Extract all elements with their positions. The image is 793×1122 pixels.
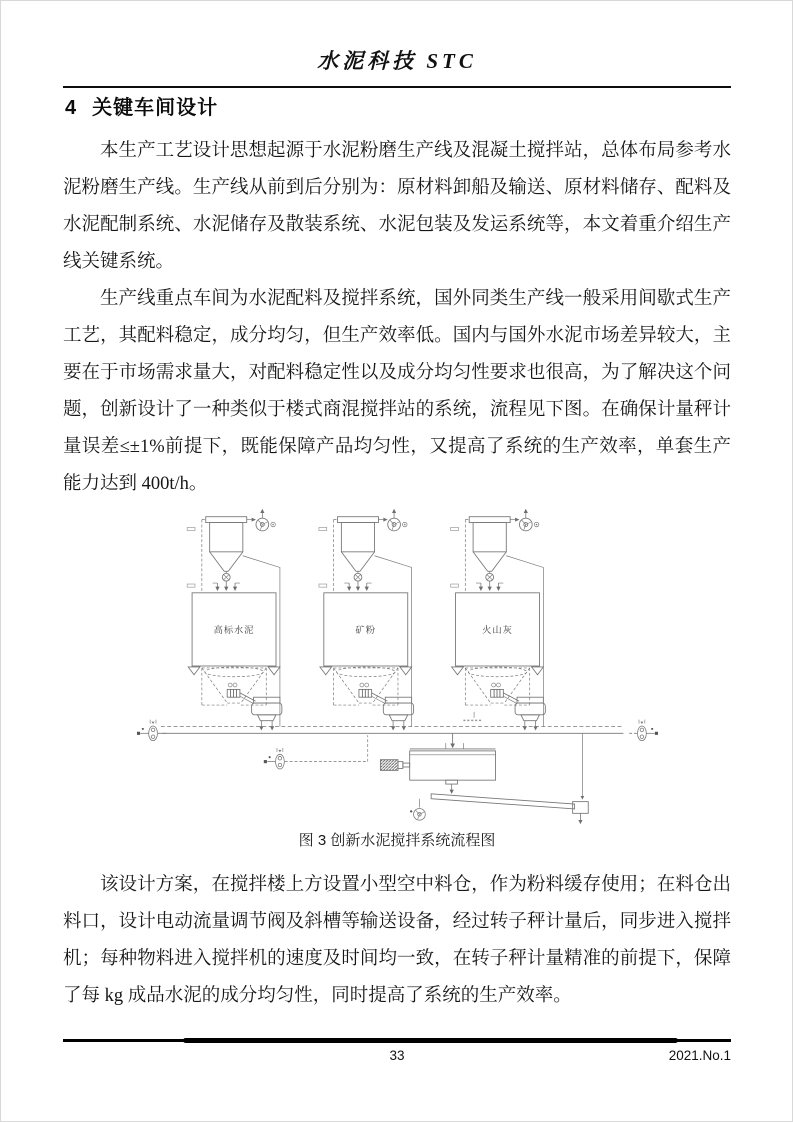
discharge-slide-symbol [419, 733, 588, 823]
header-rule [63, 86, 731, 88]
silo-unit-1 [187, 510, 282, 730]
figure-3 [63, 505, 731, 851]
paragraph-3: 该设计方案，在搅拌楼上方设置小型空中料仓，作为粉料缓存使用；在料仓出料口，设计电动流量调节阀及斜槽等输送设备，经过转子秤计量后，同步进入搅拌机；每种物料进入搅拌机的速度及时间均一致，在转子秤计量精准的前提下，保障了每 kg 成品水泥的成分均匀性，同时提高了系统的生产效率。 [63, 875, 731, 1006]
paragraph-2: 生产线重点车间为水泥配料及搅拌系统，国外同类生产线一般采用间歇式生产工艺，其配料稳定，成分均匀，但生产效率低。国内与国外水泥市场差异较大，主要在于市场需求量大，对配料稳定性以及成分均匀性要求也很高，为了解决这个问题，创新设计了一种类似于楼式商混搅拌站的系统，流程见下图。在确保计量秤计量误差≤±1%前提下，既能保障产品均匀性，又提高了系统的生产效率，单套生产能力达到 400t/h。 [63, 289, 731, 494]
footer-rule-accent [183, 1038, 677, 1043]
figure-caption: 图 3 创新水泥搅拌系统流程图 [298, 832, 496, 849]
silo-unit-3 [451, 510, 546, 730]
footer-spacer [63, 1047, 286, 1065]
dust-fan-icon [410, 808, 425, 820]
journal-title: 水泥科技 STC [317, 49, 477, 73]
roots-blower-mid-icon [264, 748, 295, 769]
footer-row [63, 1047, 731, 1065]
section-title: 关键车间设计 [92, 97, 219, 119]
flow-diagram [127, 505, 667, 827]
page-footer [63, 1039, 731, 1065]
issue-number: 2021.No.1 [668, 1047, 732, 1063]
mixer-symbol [380, 743, 495, 793]
paragraph-1: 本生产工艺设计思想起源于水泥粉磨生产线及混凝土搅拌站，总体布局参考水泥粉磨生产线。生产线从前到后分别为：原材料卸船及输送、原材料储存、配料及水泥配制系统、水泥储存及散装系统、水泥包装及发运系统等，本文着重介绍生产线关键系统。 [63, 141, 731, 272]
footer-rule [63, 1039, 731, 1042]
roots-blower-left-icon [137, 720, 168, 741]
silo-unit-2 [319, 510, 414, 730]
silo-label-volcanic-ash: 火山灰 [482, 624, 513, 635]
page-content [0, 46, 793, 1015]
section-number: 4 [65, 97, 78, 119]
section-heading [65, 94, 731, 122]
roots-blower-right-icon [627, 720, 658, 741]
silo-label-mineral-powder: 矿粉 [355, 624, 377, 635]
silo-label-cement: 高标水泥 [213, 624, 255, 635]
page-number: 33 [389, 1047, 405, 1063]
